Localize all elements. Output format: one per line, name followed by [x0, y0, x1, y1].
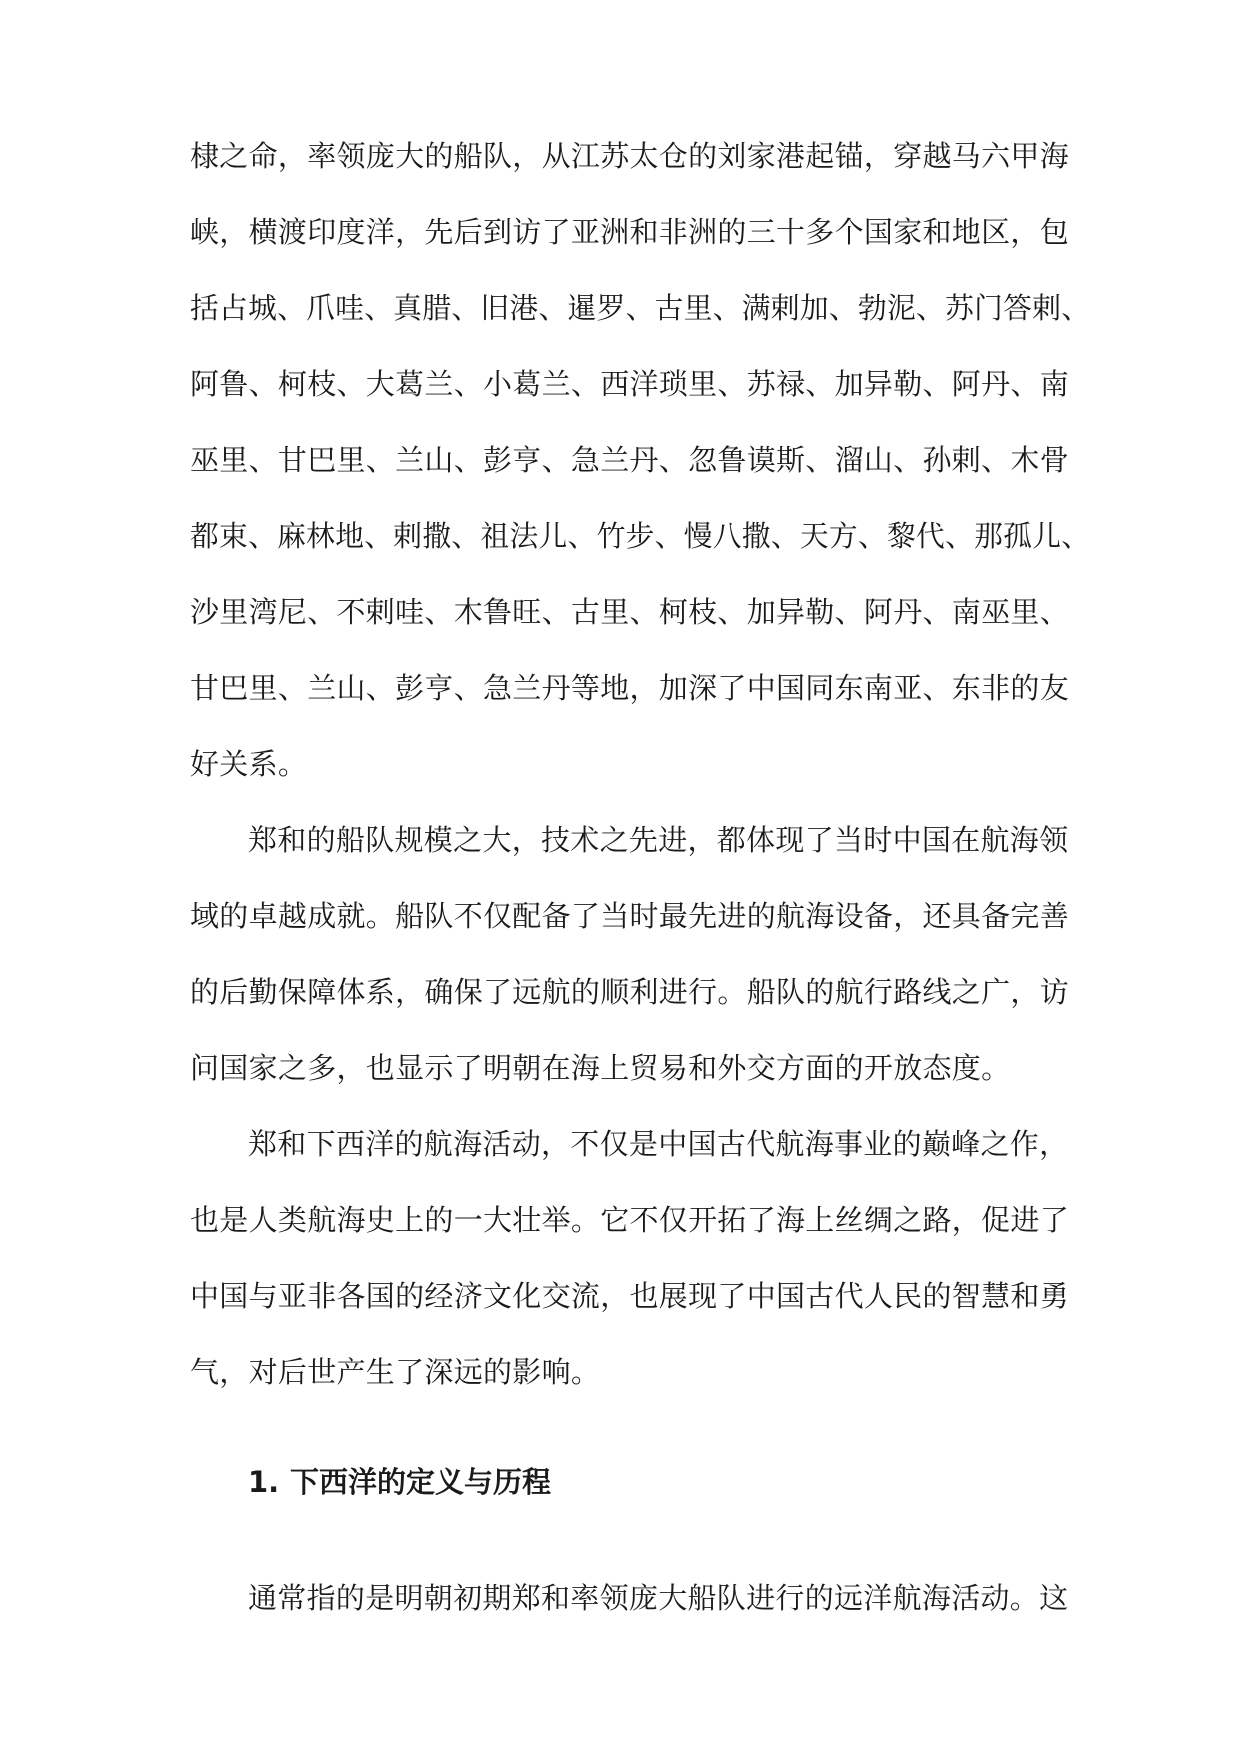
- paragraph-1-line-3: 括占城、爪哇、真腊、旧港、暹罗、古里、满剌加、勃泥、苏门答剌、: [190, 291, 1091, 325]
- paragraph-1-line-9: 好关系。: [190, 747, 308, 781]
- paragraph-1-line-6: 都束、麻林地、剌撒、祖法儿、竹步、慢八撒、天方、黎代、那孤儿、: [190, 519, 1091, 553]
- paragraph-2-line-4: 问国家之多，也显示了明朝在海上贸易和外交方面的开放态度。: [190, 1051, 1011, 1085]
- section-heading: [248, 1462, 551, 1502]
- paragraph-3-line-3: 中国与亚非各国的经济文化交流，也展现了中国古代人民的智慧和勇: [190, 1279, 1070, 1313]
- paragraph-1-line-5: 巫里、甘巴里、兰山、彭亨、急兰丹、忽鲁谟斯、溜山、孙剌、木骨: [190, 443, 1070, 477]
- section-number: 1.: [248, 1465, 280, 1499]
- paragraph-2-line-2: 域的卓越成就。船队不仅配备了当时最先进的航海设备，还具备完善: [190, 899, 1070, 933]
- section-title: 下西洋的定义与历程: [290, 1465, 552, 1499]
- paragraph-3-line-2: 也是人类航海史上的一大壮举。它不仅开拓了海上丝绸之路，促进了: [190, 1203, 1070, 1237]
- paragraph-3-line-1: 郑和下西洋的航海活动，不仅是中国古代航海事业的巅峰之作，: [248, 1127, 1069, 1161]
- final-paragraph-line-1: 通常指的是明朝初期郑和率领庞大船队进行的远洋航海活动。这: [248, 1581, 1069, 1615]
- paragraph-1-line-2: 峡，横渡印度洋，先后到访了亚洲和非洲的三十多个国家和地区，包: [190, 215, 1070, 249]
- paragraph-1-line-1: 棣之命，率领庞大的船队，从江苏太仓的刘家港起锚，穿越马六甲海: [190, 139, 1070, 173]
- paragraph-1-line-4: 阿鲁、柯枝、大葛兰、小葛兰、西洋琐里、苏禄、加异勒、阿丹、南: [190, 367, 1070, 401]
- paragraph-2-line-1: 郑和的船队规模之大，技术之先进，都体现了当时中国在航海领: [248, 823, 1069, 857]
- paragraph-3-line-4: 气，对后世产生了深远的影响。: [190, 1355, 601, 1389]
- paragraph-1-line-7: 沙里湾尼、不剌哇、木鲁旺、古里、柯枝、加异勒、阿丹、南巫里、: [190, 595, 1070, 629]
- paragraph-1-line-8: 甘巴里、兰山、彭亨、急兰丹等地，加深了中国同东南亚、东非的友: [190, 671, 1070, 705]
- paragraph-2-line-3: 的后勤保障体系，确保了远航的顺利进行。船队的航行路线之广，访: [190, 975, 1070, 1009]
